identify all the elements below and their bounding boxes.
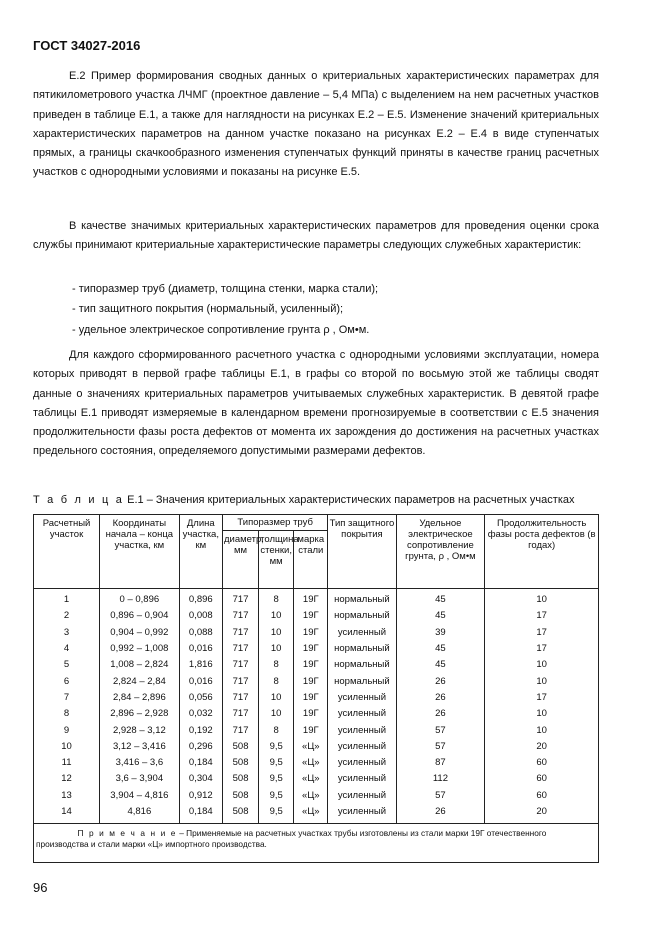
table-cell: 19Г: [294, 722, 328, 738]
header-steel: марка стали: [294, 531, 328, 589]
table-cell: усиленный: [328, 690, 396, 706]
header-duration: Продолжительность фазы роста дефектов (в годах): [485, 515, 599, 589]
table-cell: 8: [34, 706, 100, 722]
table-cell: 26: [396, 706, 485, 722]
header-num: Расчетный участок: [34, 515, 100, 589]
table-cell: 39: [396, 625, 485, 641]
table-cell: 3,416 – 3,6: [100, 755, 180, 771]
table-cell: 26: [396, 690, 485, 706]
header-diameter: диаметр, мм: [222, 531, 258, 589]
table-cell: 26: [396, 673, 485, 689]
table-cell: 11: [34, 755, 100, 771]
table-cell: «Ц»: [294, 755, 328, 771]
table-cell: 0,896: [179, 589, 222, 609]
note-text: – Применяемые на расчетных участках трубы изготовлены из стали марки 19Г отечественного производства и стали марки «Ц» импортного производства.: [36, 828, 547, 850]
table-cell: 19Г: [294, 706, 328, 722]
table-cell: 5: [34, 657, 100, 673]
table-cell: 19Г: [294, 608, 328, 624]
table-cell: 0,304: [179, 771, 222, 787]
table-cell: усиленный: [328, 706, 396, 722]
table-cell: 9,5: [259, 771, 294, 787]
bullet-coating: - тип защитного покрытия (нормальный, усиленный);: [72, 303, 344, 315]
note-label: П р и м е ч а н и е: [77, 828, 177, 839]
table-cell: 57: [396, 788, 485, 804]
table-cell: 17: [485, 625, 599, 641]
table-cell: 3,904 – 4,816: [100, 788, 180, 804]
table-cell: нормальный: [328, 673, 396, 689]
table-cell: нормальный: [328, 608, 396, 624]
table-header-row: [34, 515, 599, 531]
table-cell: 0,032: [179, 706, 222, 722]
table-cell: 8: [259, 657, 294, 673]
paragraph-procedure: Для каждого сформированного расчетного участка с однородными условиями эксплуатации, номера которых приводят в первой графе таблицы Е.1, в графы со второй по восьмую этой же таблицы сводят данные о значениях критериальных параметров учитываемых служебных характеристик. В девятой графе таблицы Е.1 приводят измеряемые в календарном времени прогнозируемые в соответствии с Е.5 значения продолжительности фазы роста дефектов от момента их зарождения до достижения на расчетных участках предельного состояния, определяемого допустимыми размерами дефектов.: [33, 349, 599, 458]
table-cell: 10: [259, 641, 294, 657]
table-cell: усиленный: [328, 755, 396, 771]
document-header: ГОСТ 34027-2016: [33, 38, 141, 53]
table-cell: 1,816: [179, 657, 222, 673]
table-cell: 717: [222, 690, 258, 706]
table-cell: усиленный: [328, 788, 396, 804]
table-cell: 14: [34, 804, 100, 824]
table-cell: 508: [222, 804, 258, 824]
criteria-table: [33, 514, 599, 863]
table-cell: 4,816: [100, 804, 180, 824]
table-cell: 0,992 – 1,008: [100, 641, 180, 657]
table-caption-text: Е.1 – Значения критериальных характеристических параметров на расчетных участках: [127, 494, 575, 506]
table-cell: 20: [485, 739, 599, 755]
table-cell: 508: [222, 771, 258, 787]
table-cell: 17: [485, 690, 599, 706]
table-cell: 9,5: [259, 739, 294, 755]
table-row: [34, 706, 599, 722]
table-caption-label: Т а б л и ц а: [33, 494, 125, 506]
table-cell: 8: [259, 589, 294, 609]
table-row: [34, 657, 599, 673]
table-cell: 0 – 0,896: [100, 589, 180, 609]
table-cell: усиленный: [328, 771, 396, 787]
table-cell: 0,296: [179, 739, 222, 755]
table-row: [34, 673, 599, 689]
table-cell: 0,056: [179, 690, 222, 706]
table-cell: 19Г: [294, 589, 328, 609]
table-cell: «Ц»: [294, 788, 328, 804]
table-cell: 717: [222, 608, 258, 624]
table-cell: 0,008: [179, 608, 222, 624]
table-row: [34, 788, 599, 804]
table-cell: 0,016: [179, 641, 222, 657]
table-cell: 8: [259, 722, 294, 738]
table-cell: 0,912: [179, 788, 222, 804]
table-row: [34, 625, 599, 641]
table-cell: 26: [396, 804, 485, 824]
table-cell: 9,5: [259, 788, 294, 804]
bullet-pipe-size: - типоразмер труб (диаметр, толщина стенки, марка стали);: [72, 283, 379, 295]
header-thickness: толщина стенки, мм: [259, 531, 294, 589]
table-cell: 717: [222, 641, 258, 657]
table-cell: 0,184: [179, 755, 222, 771]
table-row: [34, 690, 599, 706]
table-cell: 717: [222, 722, 258, 738]
table-cell: 2,928 – 3,12: [100, 722, 180, 738]
paragraph-criteria: В качестве значимых критериальных характеристических параметров для проведения оценки срока службы принимают критериальные характеристические параметры следующих служебных характеристик:: [33, 220, 599, 252]
table-cell: 19Г: [294, 673, 328, 689]
table-cell: 20: [485, 804, 599, 824]
table-cell: 9,5: [259, 804, 294, 824]
table-cell: 45: [396, 641, 485, 657]
table-cell: нормальный: [328, 641, 396, 657]
header-resistivity: Удельное электрическое сопротивление грунта, ρ , Ом•м: [396, 515, 485, 589]
table-cell: 2,824 – 2,84: [100, 673, 180, 689]
table-cell: 3: [34, 625, 100, 641]
table-cell: 508: [222, 755, 258, 771]
table-cell: 3,6 – 3,904: [100, 771, 180, 787]
table-cell: 10: [485, 589, 599, 609]
table-cell: 0,184: [179, 804, 222, 824]
header-coords: Координаты начала – конца участка, км: [100, 515, 180, 589]
header-coating: Тип защитного покрытия: [328, 515, 396, 589]
table-cell: усиленный: [328, 722, 396, 738]
table-cell: 2,84 – 2,896: [100, 690, 180, 706]
table-cell: 10: [259, 706, 294, 722]
table-cell: 0,192: [179, 722, 222, 738]
table-cell: 717: [222, 706, 258, 722]
table-cell: 17: [485, 608, 599, 624]
table-cell: нормальный: [328, 657, 396, 673]
table-cell: 45: [396, 589, 485, 609]
table-cell: усиленный: [328, 739, 396, 755]
table-cell: 717: [222, 657, 258, 673]
header-pipe-group: Типоразмер труб: [222, 515, 327, 531]
table-cell: 0,088: [179, 625, 222, 641]
table-cell: 2,896 – 2,928: [100, 706, 180, 722]
table-cell: 9,5: [259, 755, 294, 771]
table-cell: «Ц»: [294, 804, 328, 824]
table-cell: 19Г: [294, 641, 328, 657]
table-cell: 508: [222, 739, 258, 755]
table-cell: 17: [485, 641, 599, 657]
table-cell: 45: [396, 608, 485, 624]
page-number: 96: [33, 880, 48, 895]
table-cell: «Ц»: [294, 771, 328, 787]
table-cell: 9: [34, 722, 100, 738]
table-cell: 10: [485, 657, 599, 673]
table-cell: 10: [259, 608, 294, 624]
table-row: [34, 771, 599, 787]
table-row: [34, 804, 599, 824]
table-row: [34, 589, 599, 609]
table-cell: 10: [485, 722, 599, 738]
table-cell: 717: [222, 673, 258, 689]
table-row: [34, 641, 599, 657]
table-cell: 87: [396, 755, 485, 771]
table-cell: 57: [396, 739, 485, 755]
table-cell: «Ц»: [294, 739, 328, 755]
table-cell: 19Г: [294, 625, 328, 641]
table-caption: [33, 494, 575, 506]
table-cell: 8: [259, 673, 294, 689]
table-row: [34, 755, 599, 771]
table-row: [34, 722, 599, 738]
header-length: Длина участка, км: [179, 515, 222, 589]
table-cell: 0,904 – 0,992: [100, 625, 180, 641]
table-cell: нормальный: [328, 589, 396, 609]
paragraph-e2: Е.2 Пример формирования сводных данных о критериальных характеристических параметрах для пятикилометрового участка ЛЧМГ (проектное давление – 5,4 МПа) с выделением на нем расчетных участков приведен в таблице Е.1, а также для наглядности на рисунках Е.2 – Е.5. Изменение значений критериальных характеристических параметров на данном участке показано на рисунках Е.2 – Е.4 в виде ступенчатых прямых, а границы скачкообразного изменения ступенчатых функций приняты в качестве границ расчетных участков с однородными условиями и показаны на рисунке Е.5.: [33, 70, 599, 179]
table-cell: 6: [34, 673, 100, 689]
table-cell: 45: [396, 657, 485, 673]
table-cell: 3,12 – 3,416: [100, 739, 180, 755]
table-cell: 12: [34, 771, 100, 787]
table-cell: 10: [485, 706, 599, 722]
table-cell: 1,008 – 2,824: [100, 657, 180, 673]
table-cell: 60: [485, 755, 599, 771]
table-cell: 4: [34, 641, 100, 657]
table-row: [34, 608, 599, 624]
table-cell: 60: [485, 788, 599, 804]
table-cell: 0,896 – 0,904: [100, 608, 180, 624]
table-cell: 10: [259, 690, 294, 706]
table-cell: 112: [396, 771, 485, 787]
table-cell: 60: [485, 771, 599, 787]
table-cell: 2: [34, 608, 100, 624]
table-cell: 7: [34, 690, 100, 706]
table-row: [34, 739, 599, 755]
table-cell: 508: [222, 788, 258, 804]
table-cell: 1: [34, 589, 100, 609]
table-cell: 19Г: [294, 657, 328, 673]
table-cell: 19Г: [294, 690, 328, 706]
table-cell: 717: [222, 589, 258, 609]
table-cell: 10: [259, 625, 294, 641]
table-note: [34, 824, 599, 863]
table-cell: 13: [34, 788, 100, 804]
table-cell: усиленный: [328, 804, 396, 824]
table-cell: 57: [396, 722, 485, 738]
table-cell: 10: [485, 673, 599, 689]
table-cell: усиленный: [328, 625, 396, 641]
table-note-row: [34, 824, 599, 863]
bullet-resistivity: - удельное электрическое сопротивление грунта ρ , Ом•м.: [72, 324, 370, 336]
table-cell: 0,016: [179, 673, 222, 689]
table-cell: 717: [222, 625, 258, 641]
table-cell: 10: [34, 739, 100, 755]
